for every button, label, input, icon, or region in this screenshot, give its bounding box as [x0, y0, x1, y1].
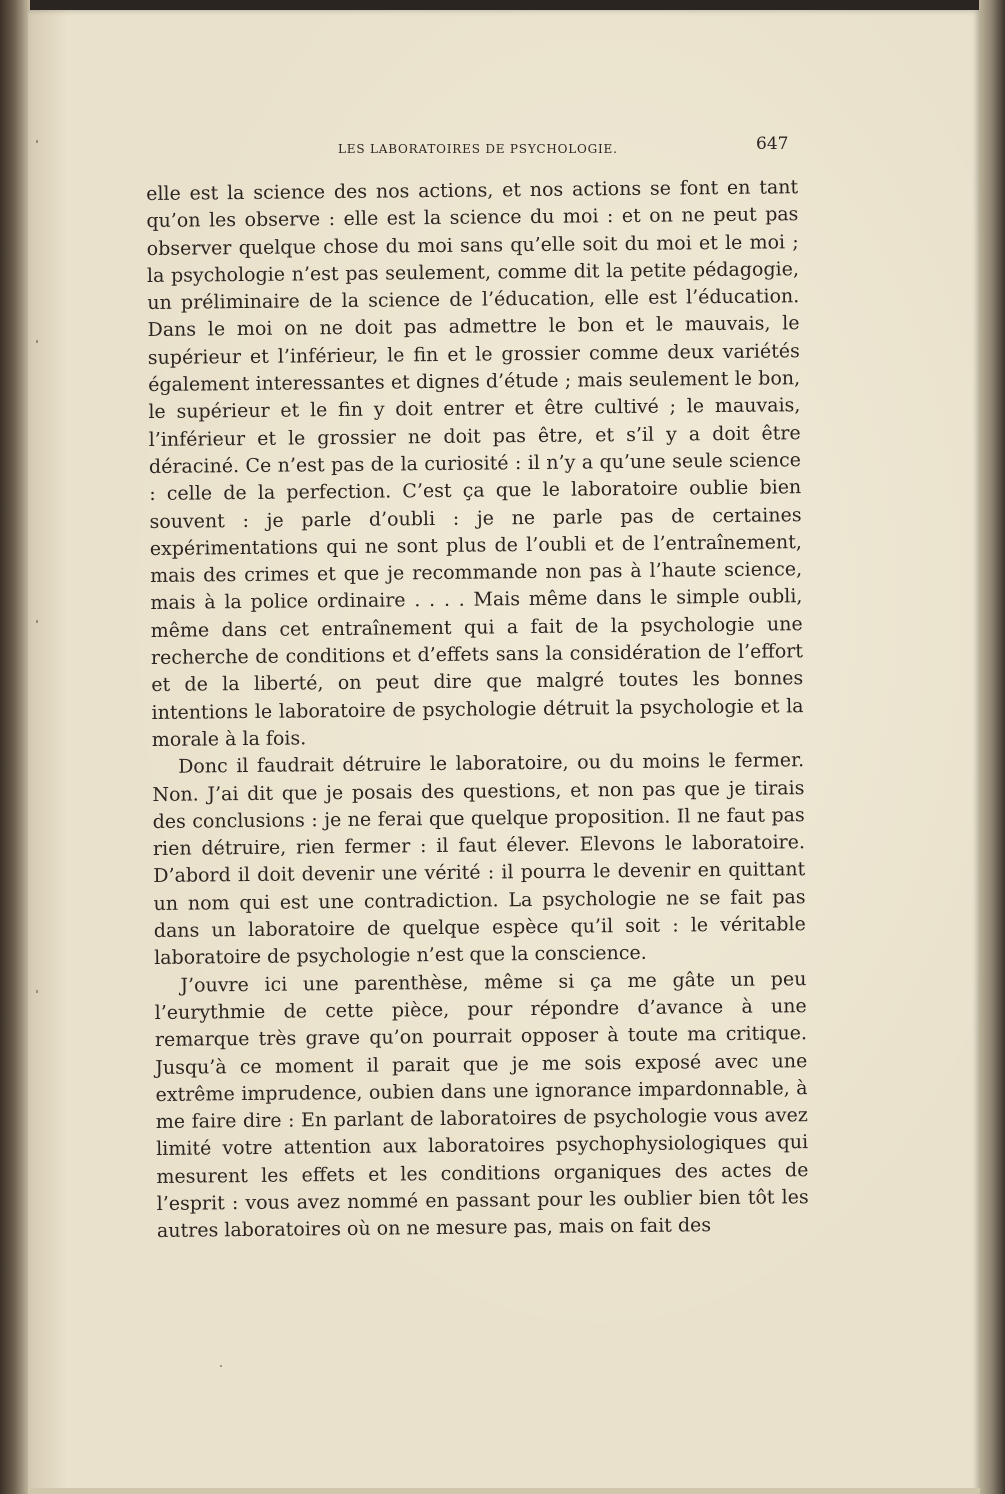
margin-mark	[220, 1365, 222, 1367]
paragraph-2: Donc il faudrait détruire le laboratoire, ou du moins le fermer. Non. J’ai dit que je posais des questions, et non pas que je tirais des conclusions : je ne ferai que quelque proposition. Il ne faut pas rien détruire, rien fermer : il faut élever. Elevons le laboratoire. D’abord il doit devenir une vérité : il pourra le devenir en quittant un nom qui est une contradiction. La psychologie ne se fait pas dans un laboratoire de quelque espèce qu’il soit : le véritable laboratoire de psychologie n’est que la conscience.	[152, 749, 806, 970]
page-header	[310, 134, 810, 168]
paragraph-3: J’ouvre ici une parenthèse, même si ça me gâte un peu l’eurythmie de cette pièce, pour répondre d’avance à une remarque très grave qu’on pourrait opposer à toute ma critique. Jusqu’à ce moment il parait que je me sois exposé avec une extrême imprudence, oubien dans une ignorance impardonnable, à me faire dire : En parlant de laboratoires de psychologie vous avez limité votre attention aux laboratoires psychophysiologiques qui mesurent les effets et les conditions organiques des actes de l’esprit : vous avez nommé en passant pour les oublier bien tôt les autres laboratoires où on ne mesure pas, mais on fait des	[154, 967, 809, 1243]
margin-mark	[36, 140, 38, 143]
running-title: LES LABORATOIRES DE PSYCHOLOGIE.	[338, 142, 618, 156]
page-bottom-edge	[28, 1488, 980, 1494]
book-binding-edge	[0, 0, 30, 1494]
margin-mark	[36, 990, 38, 993]
page-edge	[979, 0, 1005, 1494]
body-text	[146, 174, 809, 1245]
margin-mark	[36, 620, 38, 623]
page-number: 647	[756, 134, 789, 154]
paragraph-1: elle est la science des nos actions, et nos actions se font en tant qu’on les observe : elle est la science du moi : et on ne peut pas observer quelque chose du moi sans qu’elle soit du moi et le moi ; la psychologie n’est pas seulement, comme dit la petite pédagogie, un préliminaire de la science de l’éducation, elle est l’éducation. Dans le moi on ne doit pas admettre le bon et le mauvais, le supérieur et l’inférieur, le fin et le grossier comme deux variétés également interessantes et dignes d’étude ; mais seulement le bon, le supérieur et le fin y doit entrer et être cultivé ; le mauvais, l’inférieur et le grossier ne doit pas être, et s’il y a doit être déraciné. Ce n’est pas de la curiosité : il n’y a qu’une seule science : celle de la perfection. C’est ça que le laboratoire oublie bien souvent : je parle d’oubli : je ne parle pas de certaines expérimentations qui ne sont plus de l’oubli et de l’entraînement, mais des crimes et que je recommande non pas à l’haute science, mais à la police ordinaire . . . . Mais même dans le simple oubli, même dans cet entraînement qui a fait de la psychologie une recherche de conditions et d’effets sans la considération de l’effort et de la liberté, on peut dire que malgré toutes les bonnes intentions le laboratoire de psychologie détruit la psychologie et la morale à la fois.	[146, 176, 804, 751]
margin-mark	[36, 340, 38, 343]
